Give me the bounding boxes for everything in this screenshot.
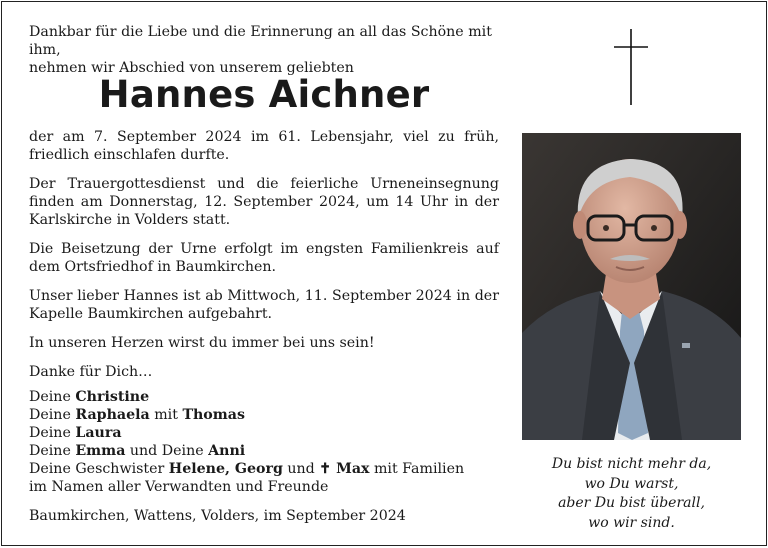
signature-line	[29, 460, 499, 478]
signature-line	[29, 406, 499, 424]
signature-connector: und	[282, 461, 320, 477]
signature-line	[29, 388, 499, 406]
deceased-cross-icon: ✝	[319, 461, 332, 477]
signature-prefix: Deine Geschwister	[29, 461, 169, 477]
poem-line: wo Du warst,	[584, 475, 679, 492]
signature-connector: mit	[149, 407, 183, 423]
poem-line: aber Du bist überall,	[558, 495, 705, 511]
cross-icon	[614, 29, 648, 105]
viewing-paragraph: Unser lieber Hannes ist ab Mittwoch, 11. September 2024 in der Kapelle Baumkirchen aufgebahrt.	[29, 288, 499, 322]
intro-line-1: Dankbar für die Liebe und die Erinnerung an all das Schöne mit ihm,	[29, 24, 492, 58]
portrait-illustration	[522, 133, 741, 440]
signature-name: Helene, Georg	[168, 461, 283, 477]
portrait-photo	[522, 133, 741, 440]
memorial-poem	[522, 455, 741, 533]
signature-suffix: mit Familien	[369, 461, 465, 477]
place-date-line: Baumkirchen, Wattens, Volders, im September 2024	[29, 508, 406, 524]
signature-line	[29, 442, 499, 460]
signature-prefix: Deine	[29, 407, 76, 423]
thanks-line: Danke für Dich…	[29, 364, 153, 380]
deceased-name: Hannes Aichner	[98, 73, 430, 116]
funeral-service-paragraph: Der Trauergottesdienst und die feierliche Urneneinsegnung finden am Donnerstag, 12. September 2024, um 14 Uhr in der Karlskirche in Volders statt.	[29, 176, 499, 228]
signature-name: Emma	[75, 443, 126, 459]
signature-name: Anni	[208, 443, 246, 459]
signature-name: Raphaela	[75, 407, 150, 423]
signature-name: Laura	[75, 425, 122, 441]
signature-prefix: Deine	[29, 389, 76, 405]
death-paragraph: der am 7. September 2024 im 61. Lebensjahr, viel zu früh, friedlich einschlafen durfte.	[29, 129, 499, 163]
signature-connector: und Deine	[125, 443, 209, 459]
signature-prefix: Deine	[29, 443, 76, 459]
signature-name: Christine	[75, 389, 150, 405]
poem-line: wo wir sind.	[588, 514, 675, 531]
main-text-column	[29, 23, 499, 525]
hearts-paragraph: In unseren Herzen wirst du immer bei uns sein!	[29, 335, 375, 351]
burial-paragraph: Die Beisetzung der Urne erfolgt im engsten Familienkreis auf dem Ortsfriedhof in Baumkirchen.	[29, 241, 499, 275]
signatures	[29, 388, 499, 496]
poem-line: Du bist nicht mehr da,	[551, 456, 712, 472]
intro-line-2: nehmen wir Abschied von unserem geliebten	[29, 60, 354, 76]
signature-name: Thomas	[182, 407, 245, 423]
intro-text	[29, 23, 499, 76]
obituary-notice	[1, 1, 767, 546]
signature-prefix: Deine	[29, 425, 76, 441]
signature-name: Max	[336, 461, 370, 477]
signature-line	[29, 424, 499, 442]
signature-line: im Namen aller Verwandten und Freunde	[29, 479, 329, 495]
